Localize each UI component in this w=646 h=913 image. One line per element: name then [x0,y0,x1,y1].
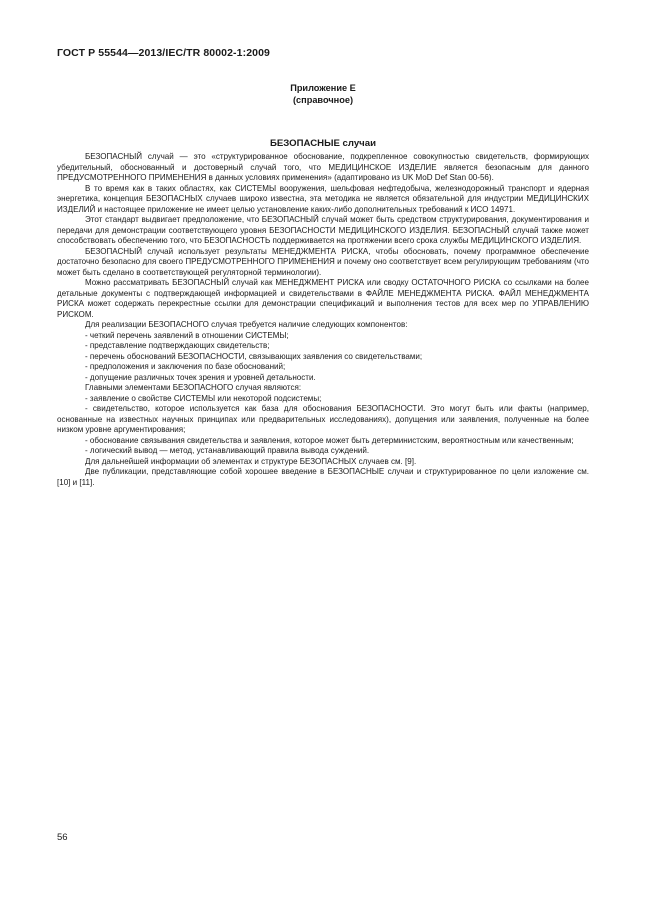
list-item: - заявление о свойстве СИСТЕМЫ или некоторой подсистемы; [85,393,322,403]
annex-heading [57,82,589,106]
paragraph-further-info: Для дальнейшей информации об элементах и структуре БЕЗОПАСНЫХ случаев см. [9]. [85,456,417,466]
list-item: - логический вывод — метод, устанавливающий правила вывода суждений. [85,446,370,455]
section-title: БЕЗОПАСНЫЕ случаи [270,138,376,149]
list-item: - допущение различных точек зрения и уровней детальности. [85,372,316,382]
list-item: - перечень обоснований БЕЗОПАСНОСТИ, связывающих заявления со свидетельствами; [85,351,423,361]
paragraph-components-intro: Для реализации БЕЗОПАСНОГО случая требуется наличие следующих компонентов: [85,320,408,329]
list-item: - представление подтверждающих свидетельств; [85,341,270,350]
paragraph-risk-management: БЕЗОПАСНЫЙ случай использует результаты МЕНЕДЖМЕНТА РИСКА, чтобы обосновать, почему программное обеспечение достаточно безопасно для своего ПРЕДУСМОТРЕННОГО ПРИМЕНЕНИЯ и почему оно соответствует всем регулирующим требованиям (что может быть сделано в соответствующей регуляторной терминологии). [57,246,589,277]
paragraph-publications: Две публикации, представляющие собой хорошее введение в БЕЗОПАСНЫЕ случаи и структурированное по цели изложение см. [10] и [11]. [57,467,589,487]
list-item: - обоснование связывания свидетельства и заявления, которое может быть детерминистским, вероятностным или качественным; [85,435,574,445]
body-text [57,152,589,488]
list-item: - четкий перечень заявлений в отношении СИСТЕМЫ; [85,330,289,340]
list-item: - предположения и заключения по базе обоснований; [85,362,286,371]
page-number: 56 [57,832,68,843]
paragraph-elements-intro: Главными элементами БЕЗОПАСНОГО случая являются: [85,383,302,392]
annex-title: Приложение Е [290,83,356,93]
list-item: - свидетельство, которое используется как база для обоснования БЕЗОПАСНОСТИ. Это могут быть или факты (например, основанные на известных научных принципах или предварительных исследованиях), допущения или заявления, полученные на более низком уровне аргументирования; [57,404,589,434]
paragraph-risk-file: Можно рассматривать БЕЗОПАСНЫЙ случай как МЕНЕДЖМЕНТ РИСКА или сводку ОСТАТОЧНОГО РИСКА со ссылками на более детальные документы с подтверждающей информацией и свидетельствами в ФАЙЛЕ МЕНЕДЖМЕНТА РИСКА. ФАЙЛ МЕНЕДЖМЕНТА РИСКА может содержать перекрестные ссылки для демонстрации спецификаций и выполнения тестов для всех мер по УПРАВЛЕНИЮ РИСКОМ. [57,278,589,319]
paragraph-assumption: Этот стандарт выдвигает предположение, что БЕЗОПАСНЫЙ случай может быть средством структурирования, документирования и передачи для демонстрации соответствующего уровня БЕЗОПАСНОСТИ МЕДИЦИНСКОГО ИЗДЕЛИЯ. БЕЗОПАСНЫЙ случай также может способствовать обеспечению того, что БЕЗОПАСНОСТЬ поддерживается на протяжении всего срока службы МЕДИЦИНСКОГО ИЗДЕЛИЯ. [57,215,589,245]
standard-code-header: ГОСТ Р 55544—2013/IEC/TR 80002-1:2009 [57,47,270,59]
paragraph-industries: В то время как в таких областях, как СИСТЕМЫ вооружения, шельфовая нефтедобыча, железнодорожный транспорт и ядерная энергетика, концепция БЕЗОПАСНЫХ случаев широко известна, эта методика не является обязательной для индустрии МЕДИЦИНСКИХ ИЗДЕЛИЙ и настоящее приложение не имеет целью установление каких-либо дополнительных требований к ИСО 14971. [57,183,589,214]
paragraph-definition: БЕЗОПАСНЫЙ случай — это «структурированное обоснование, подкрепленное совокупностью свидетельств, формирующих убедительный, обоснованный и достоверный случай того, что МЕДИЦИНСКОЕ ИЗДЕЛИЕ является безопасным для данного ПРЕДУСМОТРЕННОГО ПРИМЕНЕНИЯ в данных условиях применения» (адаптировано из UK MoD Def Stan 00-56). [57,152,589,182]
annex-subtitle: (справочное) [292,95,353,105]
